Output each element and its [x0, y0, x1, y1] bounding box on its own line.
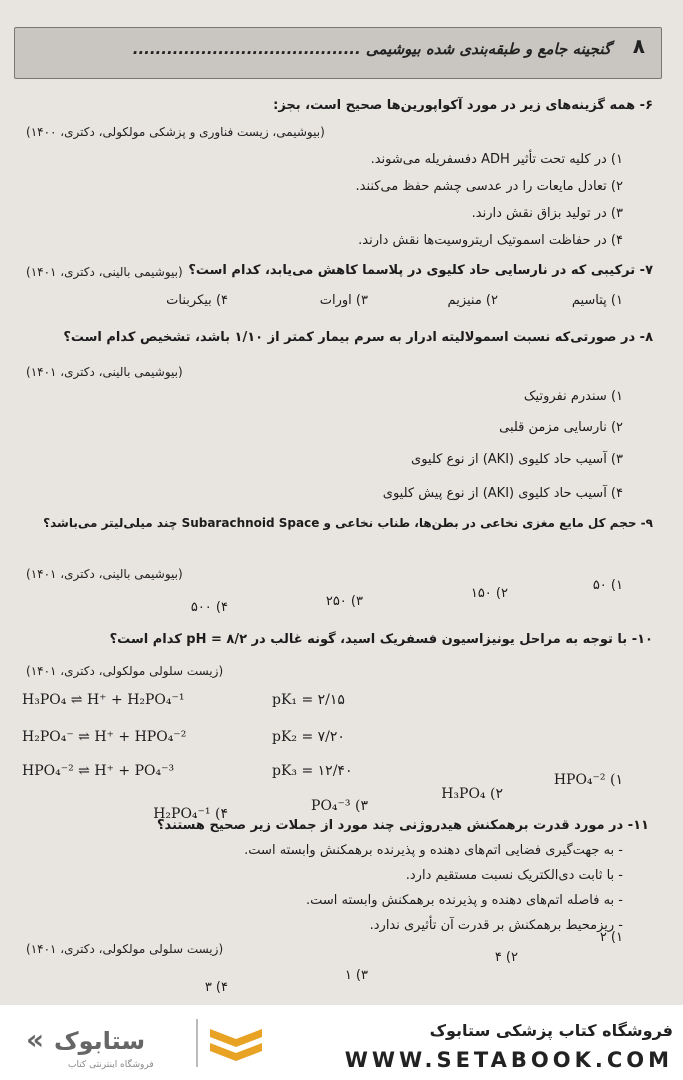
question-9-option-3: ۳) ۲۵۰ — [325, 594, 363, 609]
chapter-title: گنجینه جامع و طبقه‌بندی شده بیوشیمی ........................................ — [132, 40, 611, 58]
question-10-option-4: ۴) H₂PO₄⁻¹ — [153, 806, 228, 822]
svg-text:«: « — [26, 1023, 45, 1056]
question-11-statement-1: - به جهت‌گیری فضایی اتم‌های دهنده و پذیرنده برهمکنش وابسته است. — [244, 843, 623, 858]
logo-subtext: فروشگاه اینترنتی کتاب — [68, 1060, 154, 1070]
page-number: ۸ — [632, 34, 645, 58]
question-8-source: (بیوشیمی بالینی، دکتری، ۱۴۰۱) — [26, 365, 183, 379]
question-11-statement-2: - با ثابت دی‌الکتریک نسبت مستقیم دارد. — [405, 868, 623, 883]
question-11-statement-4: - ریزمحیط برهمکنش بر قدرت آن تأثیری ندارد. — [369, 918, 623, 933]
equation-3: HPO₄⁻² ⇌ H⁺ + PO₄⁻³ — [22, 763, 175, 779]
pk-3: pK₃ = ۱۲/۴۰ — [272, 763, 353, 779]
question-11-option-3: ۳) ۱ — [344, 968, 368, 983]
question-7-option-2: ۲) منیزیم — [447, 293, 498, 308]
question-9-option-1: ۱) ۵۰ — [592, 578, 623, 593]
question-6-option-3: ۳) در تولید بزاق نقش دارند. — [471, 206, 623, 221]
store-footer — [0, 1005, 683, 1080]
question-9-text: ۹- حجم کل مایع مغزی نخاعی در بطن‌ها، طناب نخاعی و Subarachnoid Space چند میلی‌لیتر می‌باشد؟ — [43, 516, 653, 530]
question-11-statement-3: - به فاصله اتم‌های دهنده و پذیرنده برهمکنش وابسته است. — [305, 893, 623, 908]
question-7-source: (بیوشیمی بالینی، دکتری، ۱۴۰۱) — [26, 265, 183, 279]
question-6-source: (بیوشیمی، زیست فناوری و پزشکی مولکولی، دکتری، ۱۴۰۰) — [26, 125, 325, 139]
question-8-text: ۸- در صورتی‌که نسبت اسمولالیته ادرار به سرم بیمار کمتر از ۱/۱۰ باشد، تشخیص کدام است؟ — [63, 330, 653, 345]
question-8-option-4: ۴) آسیب حاد کلیوی (AKI) از نوع پیش کلیوی — [382, 486, 623, 501]
question-7-option-3: ۳) اورات — [319, 293, 368, 308]
question-8-option-3: ۳) آسیب حاد کلیوی (AKI) از نوع کلیوی — [411, 452, 623, 467]
question-7-option-1: ۱) پتاسیم — [571, 293, 623, 308]
question-10-text: ۱۰- با توجه به مراحل یونیزاسیون فسفریک اسید، گونه غالب در pH = ۸/۲ کدام است؟ — [109, 632, 653, 647]
logo-text: ستابوک — [54, 1027, 146, 1055]
question-11-source: (زیست سلولی مولکولی، دکتری، ۱۴۰۱) — [26, 942, 224, 956]
question-9-option-4: ۴) ۵۰۰ — [190, 600, 228, 615]
question-7-text: ۷- ترکیبی که در نارسایی حاد کلیوی در پلاسما کاهش می‌یابد، کدام است؟ — [188, 263, 653, 278]
question-11-option-2: ۲) ۴ — [494, 950, 518, 965]
question-11-option-4: ۴) ۳ — [204, 980, 228, 995]
question-10-option-1: ۱) HPO₄⁻² — [553, 772, 623, 788]
pk-2: pK₂ = ۷/۲۰ — [272, 729, 345, 745]
store-url[interactable]: WWW.SETABOOK.COM — [344, 1048, 673, 1072]
question-10-source: (زیست سلولی مولکولی، دکتری، ۱۴۰۱) — [26, 664, 224, 678]
question-8-option-1: ۱) سندرم نفروتیک — [523, 389, 623, 404]
question-10-option-3: ۳) PO₄⁻³ — [311, 798, 368, 814]
logo-chevron-icon — [210, 1029, 262, 1061]
question-7-option-4: ۴) بیکربنات — [166, 293, 228, 308]
question-6-option-4: ۴) در حفاظت اسموتیک اریتروسیت‌ها نقش دارند. — [358, 233, 623, 248]
question-11-option-1: ۱) ۲ — [599, 930, 623, 945]
page-header — [14, 27, 662, 79]
question-6-option-2: ۲) تعادل مایعات را در عدسی چشم حفظ می‌کنند. — [355, 179, 623, 194]
store-name: فروشگاه کتاب پزشکی ستابوک — [429, 1021, 673, 1040]
question-11-text: ۱۱- در مورد قدرت برهمکنش هیدروژنی چند مورد از جملات زیر صحیح هستند؟ — [157, 818, 649, 833]
pk-1: pK₁ = ۲/۱۵ — [272, 692, 345, 708]
equation-2: H₂PO₄⁻ ⇌ H⁺ + HPO₄⁻² — [22, 729, 187, 745]
setabook-logo — [18, 1015, 268, 1073]
question-8-option-2: ۲) نارسایی مزمن قلبی — [499, 420, 623, 435]
question-10-option-2: ۲) H₃PO₄ — [441, 786, 503, 802]
question-6-option-1: ۱) در کلیه تحت تأثیر ADH دفسفریله می‌شوند. — [370, 152, 623, 167]
question-9-option-2: ۲) ۱۵۰ — [470, 586, 508, 601]
question-6-text: ۶- همه گزینه‌های زیر در مورد آکواپورین‌ها صحیح است، بجز: — [273, 98, 653, 113]
question-9-source: (بیوشیمی بالینی، دکتری، ۱۴۰۱) — [26, 567, 183, 581]
equation-1: H₃PO₄ ⇌ H⁺ + H₂PO₄⁻¹ — [22, 692, 185, 708]
